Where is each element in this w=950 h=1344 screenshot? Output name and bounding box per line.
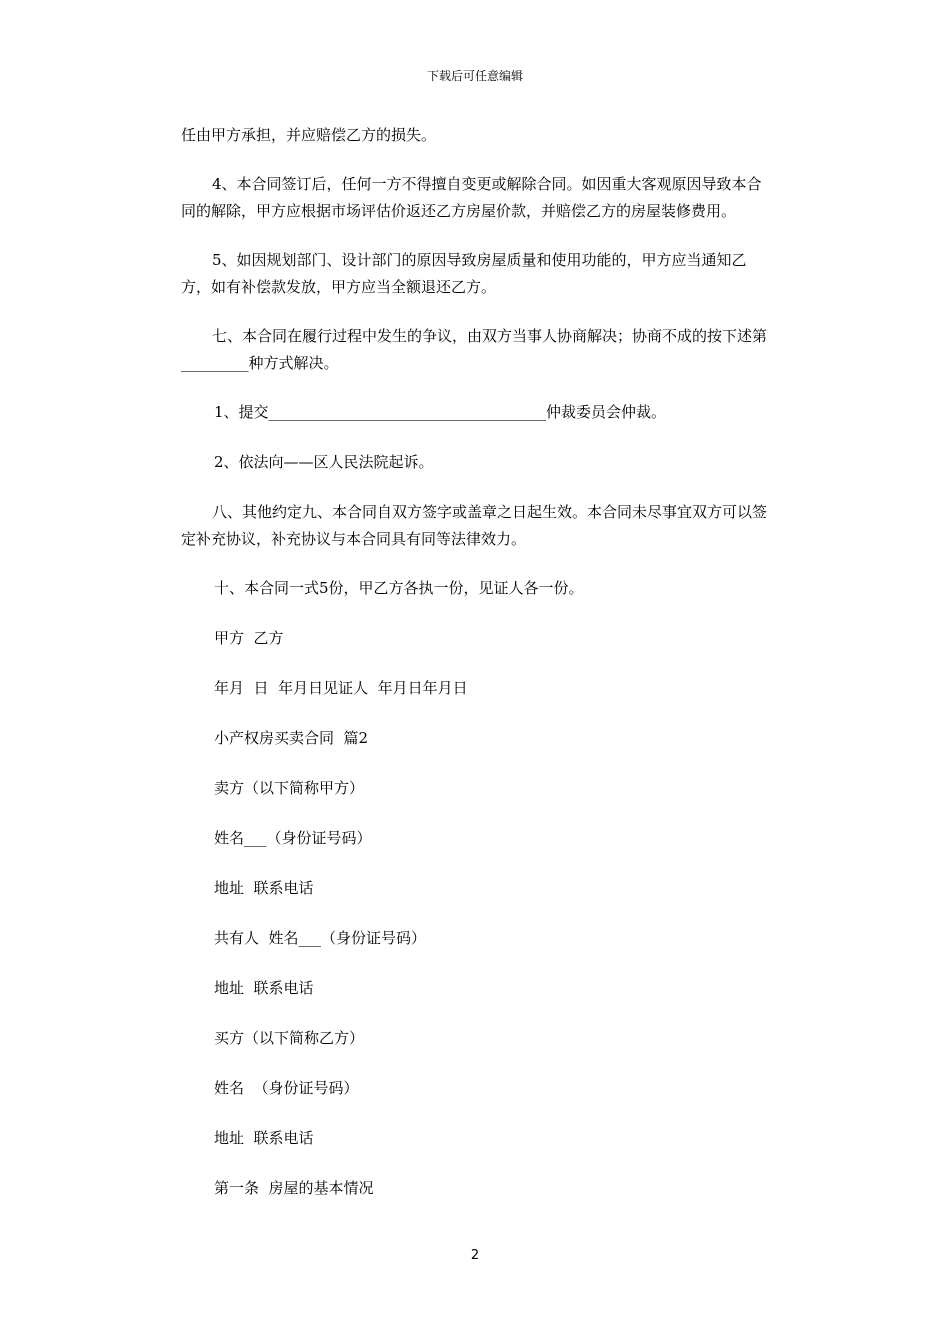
- line-co-owner: 共有人 姓名___（身份证号码）: [214, 929, 427, 947]
- line-contract-title: 小产权房买卖合同 篇2: [214, 729, 369, 747]
- line-buyer: 买方（以下简称乙方）: [214, 1029, 365, 1047]
- line-buyer-address: 地址 联系电话: [214, 1129, 314, 1147]
- line-dates: 年月 日 年月日见证人 年月日年月日: [214, 679, 468, 697]
- line-article-1: 第一条 房屋的基本情况: [214, 1179, 374, 1197]
- line-buyer-name: 姓名 （身份证号码）: [214, 1079, 359, 1097]
- paragraph-dispute: 七、本合同在履行过程中发生的争议，由双方当事人协商解决；协商不成的按下述第_________种方式解决。: [181, 327, 768, 372]
- page-number: 2: [470, 1248, 480, 1263]
- line-seller: 卖方（以下简称甲方）: [214, 779, 365, 797]
- paragraph-clause-5: 5、如因规划部门、设计部门的原因导致房屋质量和使用功能的，甲方应当通知乙方，如有补偿款发放，甲方应当全额退还乙方。: [181, 251, 747, 296]
- line-seller-name: 姓名___（身份证号码）: [214, 829, 372, 847]
- line-seller-address: 地址 联系电话: [214, 879, 314, 897]
- paragraph-other-terms: 八、其他约定九、本合同自双方签字或盖章之日起生效。本合同未尽事宜双方可以签定补充协议，补充协议与本合同具有同等法律效力。: [181, 503, 768, 548]
- line-parties: 甲方 乙方: [214, 629, 284, 647]
- document-body: [181, 122, 771, 1225]
- paragraph-liability: 任由甲方承担，并应赔偿乙方的损失。: [181, 126, 437, 144]
- line-co-owner-address: 地址 联系电话: [214, 979, 314, 997]
- line-copies: 十、本合同一式5份，甲乙方各执一份，见证人各一份。: [214, 579, 584, 597]
- paragraph-clause-4: 4、本合同签订后，任何一方不得擅自变更或解除合同。如因重大客观原因导致本合同的解除，甲方应根据市场评估价返还乙方房屋价款，并赔偿乙方的房屋装修费用。: [181, 175, 762, 220]
- line-arbitration: 1、提交_____________________________________仲裁委员会仲裁。: [214, 403, 667, 421]
- page-header: 下载后可任意编辑: [426, 69, 523, 83]
- line-court: 2、依法向——区人民法院起诉。: [214, 453, 434, 471]
